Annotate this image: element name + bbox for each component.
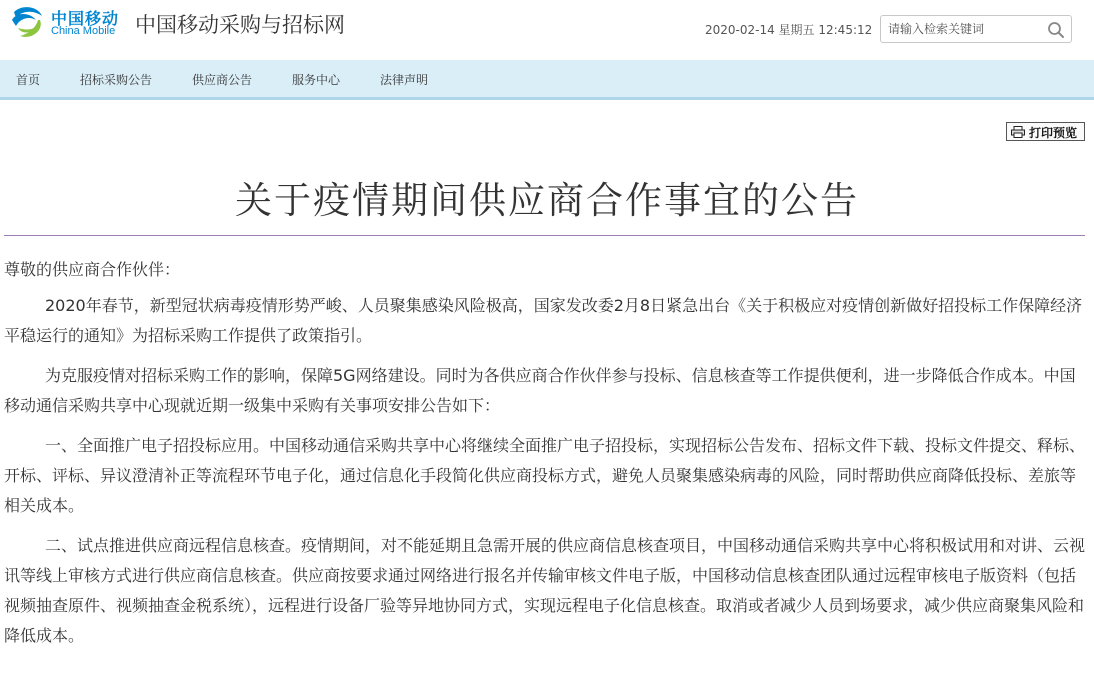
china-mobile-logo-icon: [8, 4, 46, 40]
article-paragraph: 为克服疫情对招标采购工作的影响，保障5G网络建设。同时为各供应商合作伙伴参与投标、信息核查等工作提供便利，进一步降低合作成本。中国移动通信采购共享中心现就近期一级集中采购有关事项安排公告如下：: [4, 366, 1076, 415]
article-paragraph: 二、试点推进供应商远程信息核查。疫情期间，对不能延期且急需开展的供应商信息核查项目，中国移动通信采购共享中心将积极试用和对讲、云视讯等线上审核方式进行供应商信息核查。供应商按要求通过网络进行报名并传输审核文件电子版，中国移动信息核查团队通过远程审核电子版资料（包括视频抽查原件、视频抽查金税系统），远程进行设备厂验等异地协同方式，实现远程电子化信息核查。取消或者减少人员到场要求，减少供应商聚集风险和降低成本。: [4, 536, 1086, 645]
article-paragraph: 2020年春节，新型冠状病毒疫情形势严峻、人员聚集感染风险极高，国家发改委2月8日紧急出台《关于积极应对疫情创新做好招投标工作保障经济平稳运行的通知》为招标采购工作提供了政策指引。: [4, 296, 1083, 345]
title-divider: [4, 235, 1085, 236]
printer-icon: [1011, 126, 1025, 138]
search-box: [880, 15, 1072, 43]
article-paragraph: 一、全面推广电子招投标应用。中国移动通信采购共享中心将继续全面推广电子招投标，实现招标公告发布、招标文件下载、投标文件提交、释标、开标、评标、异议澄清补正等流程环节电子化，通过信息化手段简化供应商投标方式，避免人员聚集感染病毒的风险，同时帮助供应商降低投标、差旅等相关成本。: [4, 436, 1086, 515]
nav-item-legal[interactable]: 法律声明: [380, 73, 429, 87]
site-title: 中国移动采购与招标网: [135, 13, 345, 37]
china-mobile-logo[interactable]: [8, 4, 118, 44]
search-icon[interactable]: [1047, 21, 1065, 39]
print-preview-label: 打印预览: [1029, 126, 1078, 140]
search-input[interactable]: [881, 16, 1048, 42]
nav-item-tender-notices[interactable]: 招标采购公告: [80, 73, 153, 87]
article-title: 关于疫情期间供应商合作事宜的公告: [235, 179, 859, 222]
nav-item-supplier-notices[interactable]: 供应商公告: [192, 73, 253, 87]
main-nav: [0, 60, 1094, 100]
article-greeting: 尊敬的供应商合作伙伴：: [4, 260, 181, 279]
print-preview-button[interactable]: [1006, 122, 1085, 141]
logo-chinese-text: 中国移动: [51, 9, 120, 28]
nav-item-service-center[interactable]: 服务中心: [292, 73, 341, 87]
nav-item-home[interactable]: 首页: [16, 73, 41, 87]
site-header: [0, 0, 1094, 60]
article-body: [4, 255, 1086, 661]
current-datetime: 2020-02-14 星期五 12:45:12: [705, 23, 873, 37]
logo-english-text: China Mobile: [51, 25, 116, 37]
